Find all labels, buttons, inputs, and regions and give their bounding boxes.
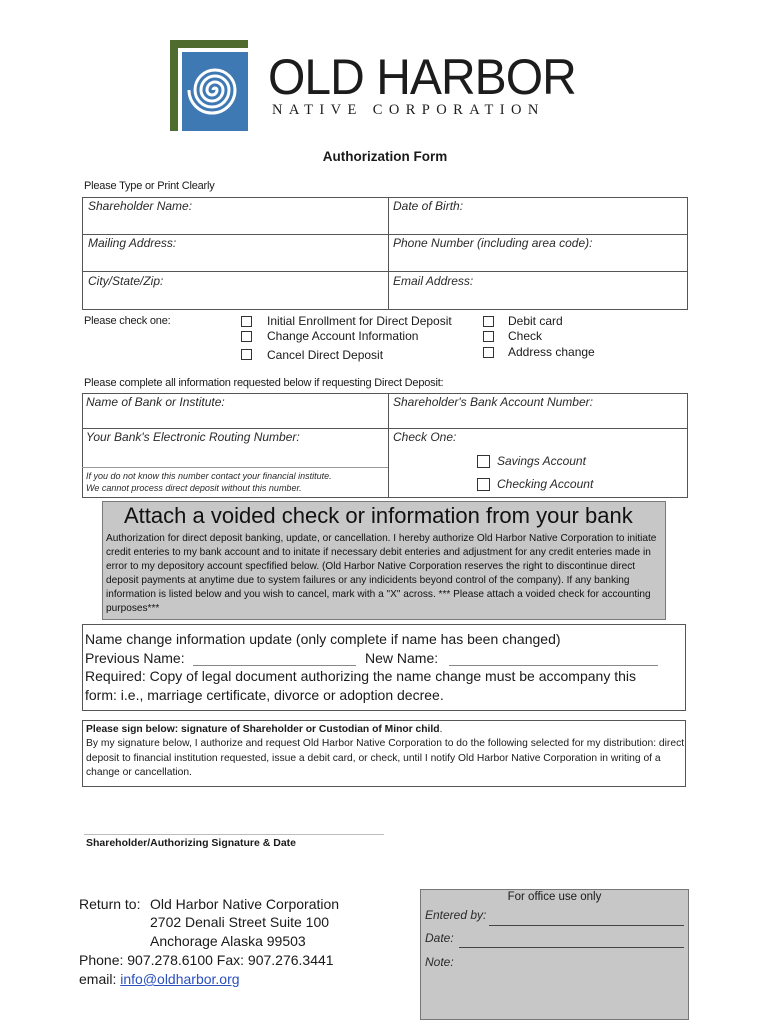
email-label: email: [79, 971, 117, 987]
routing-number-field[interactable]: Your Bank's Electronic Routing Number: [86, 430, 300, 444]
sign-heading: Please sign below: signature of Shareholder or Custodian of Minor child [86, 724, 440, 735]
return-address-line-2: 2702 Denali Street Suite 100 [150, 914, 330, 930]
return-to-label: Return to: [79, 896, 141, 912]
office-date-label: Date: [425, 931, 454, 945]
checking-account-label: Checking Account [497, 477, 594, 491]
direct-deposit-instruction: Please complete all information requested below if requesting Direct Deposit: [84, 377, 444, 389]
personal-info-table [82, 197, 688, 310]
required-note-line-1: Required: Copy of legal document authorizing the name change must be accompany this [85, 668, 636, 684]
initial-enrollment-checkbox[interactable] [241, 316, 252, 327]
mailing-address-field[interactable]: Mailing Address: [88, 236, 177, 250]
savings-account-checkbox[interactable] [477, 455, 490, 468]
signature-label: Shareholder/Authorizing Signature & Date [86, 837, 297, 849]
office-date-input[interactable] [459, 947, 684, 948]
account-number-field[interactable]: Shareholder's Bank Account Number: [393, 395, 593, 409]
cancel-direct-deposit-checkbox[interactable] [241, 349, 252, 360]
date-of-birth-field[interactable]: Date of Birth: [393, 199, 464, 213]
spiral-logo-icon [170, 40, 248, 131]
routing-note-line-2: We cannot process direct deposit without this number. [86, 483, 302, 493]
routing-note-line-1: If you do not know this number contact your financial institute. [86, 471, 332, 481]
attach-check-title: Attach a voided check or information from your bank [124, 503, 633, 528]
savings-account-label: Savings Account [497, 454, 586, 468]
print-instruction: Please Type or Print Clearly [84, 180, 215, 192]
signature-instruction: Please sign below: signature of Shareholder or Custodian of Minor child. By my signature below, I authorize and request Old Harbor Native Corporation to do the following selected for my distribution: direct deposit to financial institution requested, issue a debit card, or check, until I notify Old Harbor Native Corporation in writing of a change or cancellation. [86, 723, 686, 780]
check-one-bank-label: Check One: [393, 430, 457, 444]
logo-wordmark: OLD HARBOR [268, 49, 576, 105]
city-state-zip-field[interactable]: City/State/Zip: [88, 274, 164, 288]
logo-subtitle: NATIVE CORPORATION [272, 102, 545, 118]
check-one-label: Please check one: [84, 315, 171, 327]
authorization-text: Authorization for direct deposit banking, update, or cancellation. I hereby authorize Old Harbor Native Corporation to initiate credit enteries to my bank account and to initate if necessary debit enteries and adjustment for any credit enteries made in error to my depository account specfified below. (Old Harbor Native Corporation reserves the right to discontinue direct deposit payments at anytime due to system failures or any indicidents beyond control of the company). If any banking information is listed below and you wish to cancel, mark with a "X" across. *** Please attach a voided check for accounting purposes*** [106, 533, 657, 614]
initial-enrollment-label: Initial Enrollment for Direct Deposit [267, 314, 452, 328]
form-title: Authorization Form [322, 149, 448, 164]
phone-fax: Phone: 907.278.6100 Fax: 907.276.3441 [79, 952, 334, 968]
required-note-line-2: form: i.e., marriage certificate, divorce or adoption decree. [85, 687, 444, 703]
name-change-heading: Name change information update (only complete if name has been changed) [85, 631, 561, 647]
checking-account-checkbox[interactable] [477, 478, 490, 491]
shareholder-name-field[interactable]: Shareholder Name: [88, 199, 193, 213]
change-account-checkbox[interactable] [241, 331, 252, 342]
change-account-label: Change Account Information [267, 329, 419, 343]
email-link[interactable]: info@oldharbor.org [120, 971, 240, 987]
new-name-label: New Name: [365, 650, 439, 666]
previous-name-input[interactable] [193, 665, 356, 666]
cancel-direct-deposit-label: Cancel Direct Deposit [267, 348, 384, 362]
office-note-label: Note: [425, 955, 454, 969]
check-checkbox[interactable] [483, 331, 494, 342]
bank-name-field[interactable]: Name of Bank or Institute: [86, 395, 225, 409]
entered-by-input[interactable] [489, 925, 684, 926]
new-name-input[interactable] [449, 665, 658, 666]
previous-name-label: Previous Name: [85, 650, 185, 666]
check-label: Check [508, 329, 543, 343]
address-change-label: Address change [508, 345, 595, 359]
signature-line[interactable] [84, 834, 384, 835]
debit-card-checkbox[interactable] [483, 316, 494, 327]
return-address-line-1: Old Harbor Native Corporation [150, 896, 340, 912]
email-address-field[interactable]: Email Address: [393, 274, 474, 288]
return-address-line-3: Anchorage Alaska 99503 [150, 933, 306, 949]
signature-authorization-text: By my signature below, I authorize and request Old Harbor Native Corporation to do the following selected for my distribution: direct deposit to financial institution requested, issue a debit card, or check, until I notify Old Harbor Native Corporation in writing of a change or cancellation. [86, 738, 685, 778]
address-change-checkbox[interactable] [483, 347, 494, 358]
office-use-title: For office use only [507, 891, 602, 903]
phone-number-field[interactable]: Phone Number (including area code): [393, 236, 593, 250]
debit-card-label: Debit card [508, 314, 563, 328]
entered-by-label: Entered by: [425, 908, 487, 922]
